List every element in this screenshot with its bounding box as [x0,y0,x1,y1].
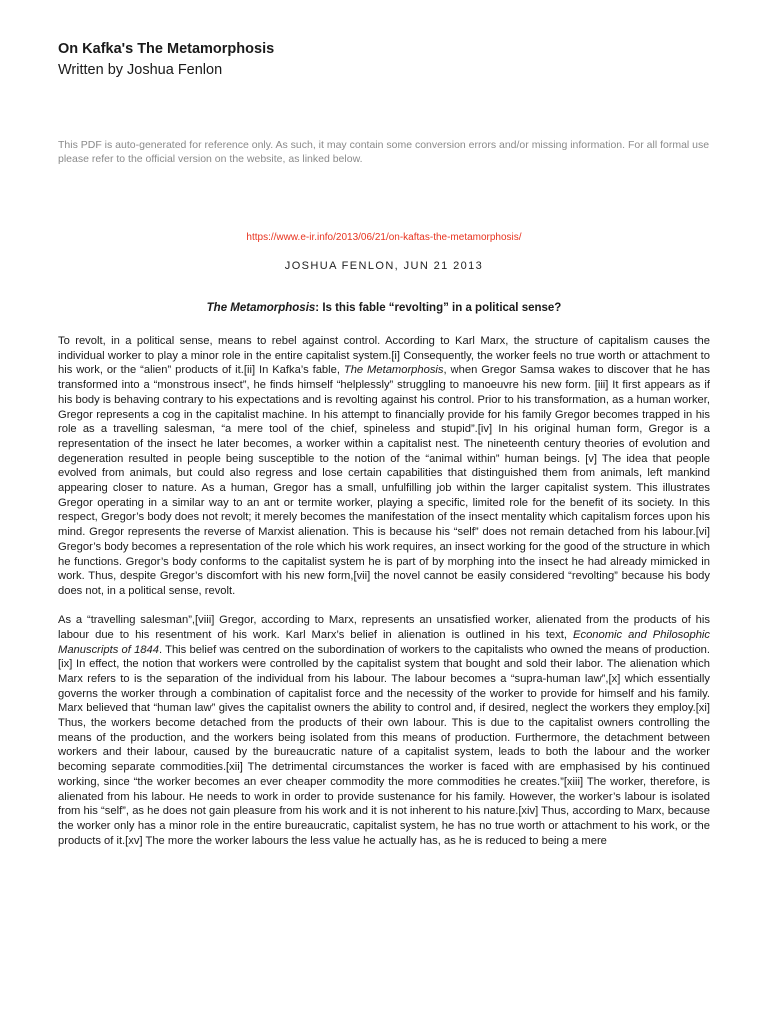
source-url-link[interactable]: https://www.e-ir.info/2013/06/21/on-kaftas-the-metamorphosis/ [246,232,522,243]
footnote-ref[interactable]: [xv] [125,834,143,847]
text-run: Thus, according to Marx, because the worker only has a minor role in the entire bureaucratic, capitalist system, he has no true worth or attachment to his work, or the products of it. [58,805,710,847]
footnote-ref[interactable]: [viii] [195,614,215,627]
footnote-ref[interactable]: [iv] [477,423,493,436]
text-run: Thus, the workers become detached from the products of their own labour. This is due to the capitalist owners controlling the means of the production, and the workers being isolated from this means of production. Furthermore, the detachment between workers and their labour, caused by the bureaucratic nature of a capitalist system, leads to both the labour and the worker becoming separate commodities. [58,717,710,774]
text-run: The detrimental circumstances the worker is faced with are emphasised by his continued working, since “the worker becomes an ever cheaper commodity the more commodities he creates.” [58,761,710,788]
text-run: Consequently, the worker feels no true worth or attachment to his work, or the “alien” products of it. [58,349,710,377]
text-run: The more the worker labours the less value he actually has, as he is reduced to being a mere [142,834,607,847]
footnote-ref[interactable]: [ix] [58,658,73,671]
text-run: As a “travelling salesman”, [58,614,196,627]
document-byline: Written by Joshua Fenlon [58,62,223,78]
footnote-ref[interactable]: [v] [585,452,597,465]
footnote-ref[interactable]: [xiv] [518,805,539,818]
footnote-ref[interactable]: [vi] [695,526,710,539]
footnote-ref[interactable]: [vii] [353,570,371,583]
text-run: In his original human form, Gregor is a representation of the insect he later becomes, a worker within a capitalist nest. The nineteenth century theories of evolution and degeneration resulted in people being susceptible to the notion of the “animal within” human beings. [58,423,710,465]
text-run: The idea that people evolved from animals, but could also regress and lose certain capabilities that distinguished them from animals, left mankind appearing closer to nature. As a human, Gregor has a small, unfulfilling job within the larger capitalist system. This illustrates Gregor operating in a similar way to an ant or termite worker, playing a specific, limited role for the benefit of its society. In this respect, Gregor’s body does not revolt; it merely becomes the manifestation of the insect mentality which capitalism forces upon his mind. Gregor represents the reverse of Marxist alienation. This is because his “self” does not remain detached from his labour. [58,452,710,539]
paragraph-2 [58,613,710,848]
footnote-ref[interactable]: [xiii] [563,775,584,788]
italic-title: Economic and Philosophic Manuscripts of 1844 [58,628,711,656]
text-run: The worker, therefore, is alienated from his labour. He needs to work in order to provide sustenance for his family. However, the worker’s labour is isolated from his “self”, as he does not gain pleasure from his work and it is not inherent to his nature. [58,775,710,818]
essay-heading-italic: The Metamorphosis [206,302,316,314]
text-run: Gregor, according to Marx, represents an unsatisfied worker, alienated from the products of his labour due to his resentment of his work. Karl Marx’s belief in alienation is outlined in his text, [58,614,710,641]
text-run: which essentially governs the worker through a combination of capitalist force and the necessity of the worker to provide for himself and his family. Marx believed that “human law” gives the capitalist owners the ability to control and, if desired, neglect the workers they employ. [58,672,710,715]
italic-title: The Metamorphosis [343,364,444,377]
text-run: Gregor’s body becomes a representation of the role which his work requires, an insect working for the good of the structure in which he functions. Gregor’s body conforms to the capitalist system he is part of by morphing into the insect he had already mimicked in work. Thus, despite Gregor’s discomfort with his new form, [58,540,710,583]
author-date-line: JOSHUA FENLON, JUN 21 2013 [284,260,484,272]
pdf-disclaimer: This PDF is auto-generated for reference only. As such, it may contain some conversion errors and/or missing information. For all formal use please refer to the official version on the website, as linked below. [58,139,710,165]
footnote-ref[interactable]: [x] [608,672,621,685]
footnote-ref[interactable]: [xi] [695,702,710,715]
text-run: . This belief was centred on the subordination of workers to the capitalists who owned the means of production. [158,643,710,656]
essay-heading [58,302,710,314]
paragraph-1 [58,334,710,599]
text-run: , when Gregor Samsa wakes to discover that he has transformed into a “monstrous insect”, he finds himself “helplessly” struggling to manoeuvre his new form. [58,364,710,392]
text-run: It first appears as if his body is behaving contrary to his expectations and is revolting against his control. Prior to his transformation, as a human worker, Gregor represents a cog in the capitalist machine. In his attempt to financially provide for his family Gregor becomes trapped in his role as a travelling salesman, “a mere tool of the chief, spineless and stupid”. [58,379,710,436]
footnote-ref[interactable]: [iii] [594,379,609,392]
text-run: the novel cannot be easily considered “revolting” because his body does not, in a political sense, revolt. [58,570,710,597]
text-run: To revolt, in a political sense, means to rebel against control. According to Karl Marx, the structure of capitalism causes the individual worker to play a minor role in the entire capitalist system. [58,335,710,362]
document-title: On Kafka's The Metamorphosis [58,41,275,57]
footnote-ref[interactable]: [ii] [243,364,256,377]
footnote-ref[interactable]: [i] [391,349,401,362]
essay-heading-rest: : Is this fable “revolting” in a political sense? [315,302,562,314]
essay-body [58,334,710,863]
text-run: In effect, the notion that workers were controlled by the capitalist system that bought and sold their labor. The alienation which Marx refers to is the separation of the individual from his labour. The labour becomes a “supra-human law”, [58,658,710,685]
text-run: In Kafka’s fable, [255,364,344,377]
footnote-ref[interactable]: [xii] [226,761,243,774]
